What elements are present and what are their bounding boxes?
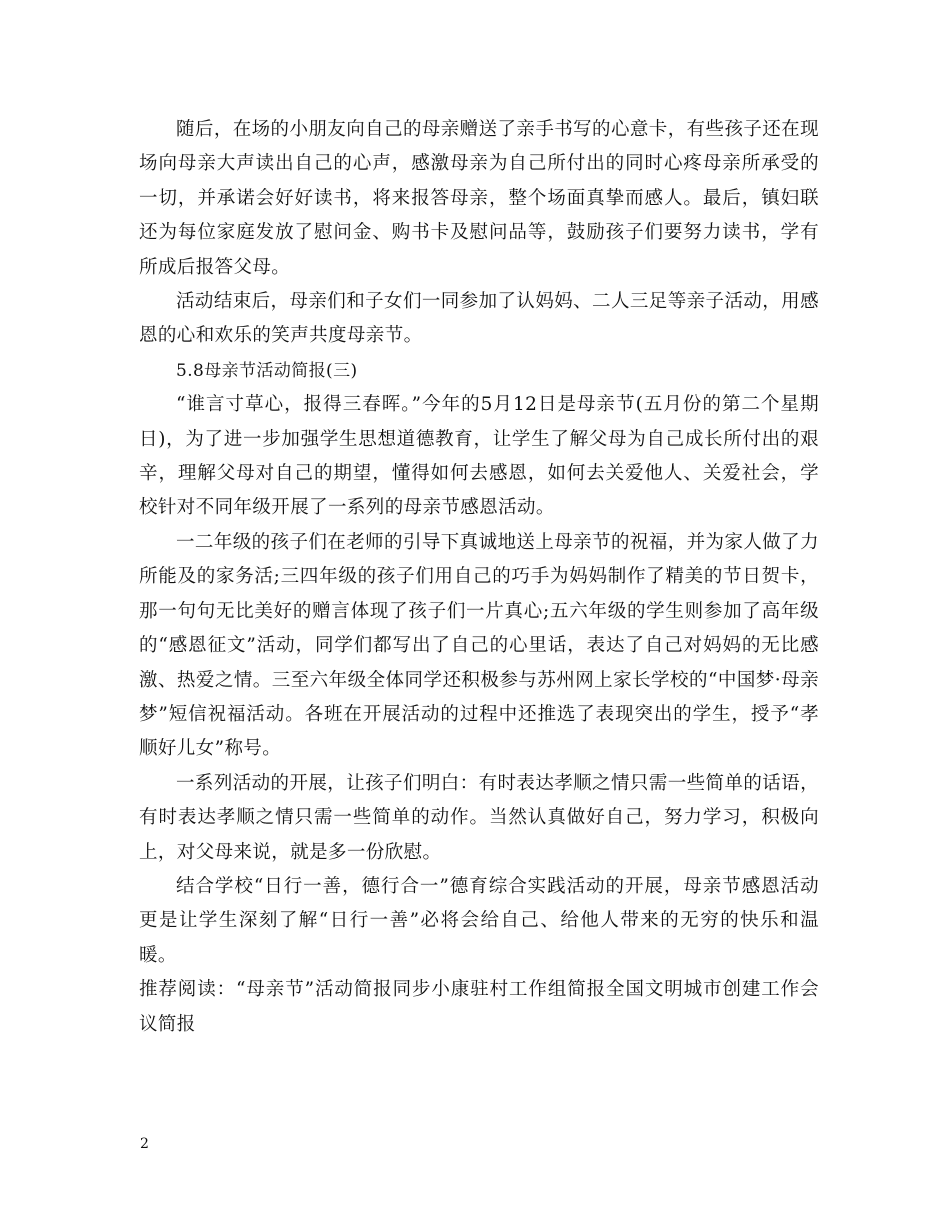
paragraph-mothers-day-intro: “谁言寸草心，报得三春晖。”今年的5月12日是母亲节(五月份的第二个星期日)，为了进一步加强学生思想道德教育，让学生了解父母为自己成长所付出的艰辛，理解父母对自己的期望，懂得如何去感恩，如何去关爱他人、关爱社会，学校针对不同年级开展了一系列的母亲节感恩活动。 [139, 394, 819, 519]
recommended-reading: 推荐阅读：“母亲节”活动简报同步小康驻村工作组简报全国文明城市创建工作会议简报 [139, 979, 819, 1035]
document-body [139, 113, 819, 1042]
paragraph-grade-activities: 一二年级的孩子们在老师的引导下真诚地送上母亲节的祝福，并为家人做了力所能及的家务活;三四年级的孩子们用自己的巧手为妈妈制作了精美的节日贺卡，那一句句无比美好的赠言体现了孩子们一片真心;五六年级的学生则参加了高年级的“感恩征文”活动，同学们都写出了自己的心里话，表达了自己对妈妈的无比感激、热爱之情。三至六年级全体同学还积极参与苏州网上家长学校的“中国梦·母亲梦”短信祝福活动。各班在开展活动的过程中还推选了表现突出的学生，授予“孝顺好儿女”称号。 [139, 531, 819, 760]
paragraph-mothers-gift-cards: 随后，在场的小朋友向自己的母亲赠送了亲手书写的心意卡，有些孩子还在现场向母亲大声读出自己的心声，感激母亲为自己所付出的同时心疼母亲所承受的一切，并承诺会好好读书，将来报答母亲，整个场面真挚而感人。最后，镇妇联还为每位家庭发放了慰问金、购书卡及慰问品等，鼓励孩子们要努力读书，学有所成后报答父母。 [139, 119, 819, 278]
page-number: 2 [140, 1136, 149, 1152]
paragraph-parent-child-activities: 活动结束后，母亲们和子女们一同参加了认妈妈、二人三足等亲子活动，用感恩的心和欢乐的笑声共度母亲节。 [139, 291, 819, 347]
section-heading: 5.8母亲节活动简报(三) [176, 360, 358, 381]
paragraph-moral-practice: 结合学校“日行一善，德行合一”德育综合实践活动的开展，母亲节感恩活动更是让学生深刻了解“日行一善”必将会给自己、给他人带来的无穷的快乐和温暖。 [139, 875, 819, 966]
paragraph-filial-lesson: 一系列活动的开展，让孩子们明白：有时表达孝顺之情只需一些简单的话语，有时表达孝顺之情只需一些简单的动作。当然认真做好自己，努力学习，积极向上，对父母来说，就是多一份欣慰。 [139, 772, 819, 863]
